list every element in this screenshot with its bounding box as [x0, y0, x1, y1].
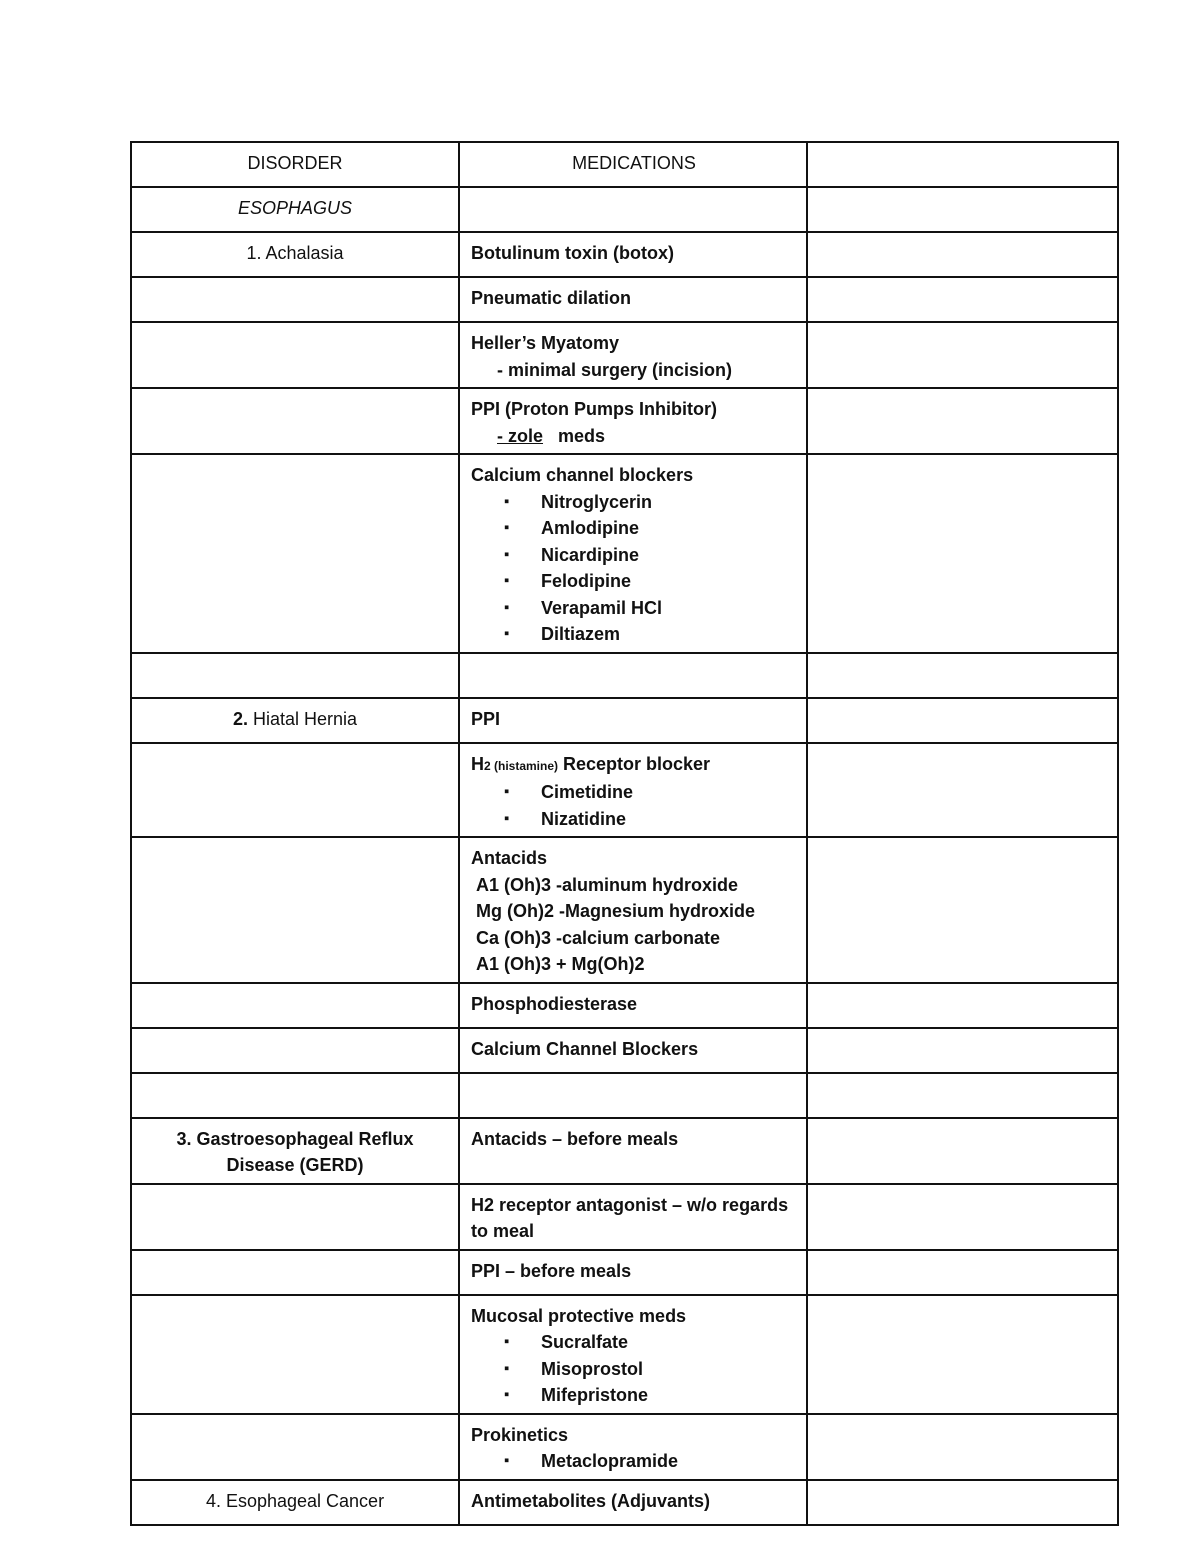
empty-cell [807, 698, 1118, 743]
ccb-list [471, 489, 797, 648]
section-row [131, 187, 1118, 232]
spacer-row [131, 653, 1118, 698]
h2-suffix: Receptor blocker [558, 753, 711, 774]
heller-title: Heller’s Myatomy [471, 333, 620, 353]
med-prokinetics [459, 1414, 807, 1480]
empty-cell [807, 653, 1118, 698]
empty-cell [807, 1295, 1118, 1414]
empty-cell [807, 1073, 1118, 1118]
empty-cell [131, 1028, 459, 1073]
spacer-row [131, 1073, 1118, 1118]
empty-cell [459, 187, 807, 232]
empty-cell [807, 837, 1118, 983]
empty-cell [131, 983, 459, 1028]
section-title: ESOPHAGUS [131, 187, 459, 232]
med-heller [459, 322, 807, 388]
med-h2-gerd: H2 receptor antagonist – w/o regards to meal [459, 1184, 807, 1250]
hiatal-label: Hiatal Hernia [247, 708, 358, 729]
table-row [131, 743, 1118, 838]
table-row [131, 277, 1118, 322]
empty-cell [807, 1184, 1118, 1250]
list-item: ▪ Nizatidine [471, 806, 797, 833]
med-ccb [459, 454, 807, 653]
table-row [131, 232, 1118, 277]
antacid-line: A1 (Oh)3 -aluminum hydroxide [476, 874, 739, 895]
empty-cell [807, 454, 1118, 653]
med-ppi-gerd: PPI – before meals [459, 1250, 807, 1295]
empty-cell [807, 1028, 1118, 1073]
empty-cell [807, 232, 1118, 277]
list-item: ▪ Cimetidine [471, 779, 797, 806]
med-phosphodiesterase: Phosphodiesterase [459, 983, 807, 1028]
empty-cell [459, 1073, 807, 1118]
empty-cell [131, 322, 459, 388]
table-row [131, 1028, 1118, 1073]
disorder-hiatal-hernia [131, 698, 459, 743]
h2-list [471, 779, 797, 832]
list-item: ▪ Misoprostol [471, 1356, 797, 1383]
list-item: ▪ Verapamil HCl [471, 595, 797, 622]
table-row [131, 1184, 1118, 1250]
table-row [131, 1250, 1118, 1295]
ppi-title: PPI (Proton Pumps Inhibitor) [471, 399, 717, 419]
empty-cell [807, 983, 1118, 1028]
table-row [131, 388, 1118, 454]
table-row [131, 322, 1118, 388]
med-ppi [459, 388, 807, 454]
header-medications: MEDICATIONS [459, 142, 807, 187]
empty-cell [807, 1250, 1118, 1295]
empty-cell [131, 454, 459, 653]
disorder-esophageal-cancer: 4. Esophageal Cancer [131, 1480, 459, 1525]
heller-sub: - minimal surgery (incision) [497, 359, 733, 380]
header-disorder: DISORDER [131, 142, 459, 187]
prokinetics-title: Prokinetics [471, 1424, 569, 1445]
empty-cell [807, 1414, 1118, 1480]
h2-prefix: H [471, 753, 484, 774]
empty-cell [131, 1184, 459, 1250]
prokinetics-list [471, 1448, 797, 1475]
table-row [131, 698, 1118, 743]
empty-cell [807, 1480, 1118, 1525]
table-row [131, 1414, 1118, 1480]
list-item: ▪ Mifepristone [471, 1382, 797, 1409]
empty-cell [807, 277, 1118, 322]
ccb-title: Calcium channel blockers [471, 465, 694, 485]
empty-cell [807, 388, 1118, 454]
disorder-gerd: 3. Gastroesophageal Reflux Disease (GERD) [131, 1118, 459, 1184]
empty-cell [131, 1414, 459, 1480]
med-h2-blocker [459, 743, 807, 838]
antacid-line: Ca (Oh)3 -calcium carbonate [476, 927, 721, 948]
empty-cell [131, 1250, 459, 1295]
med-antimetabolites: Antimetabolites (Adjuvants) [459, 1480, 807, 1525]
empty-cell [459, 653, 807, 698]
table-row [131, 454, 1118, 653]
header-notes [807, 142, 1118, 187]
table-row [131, 1118, 1118, 1184]
empty-cell [807, 743, 1118, 838]
h2-sub: 2 (histamine) [484, 758, 559, 773]
antacids-title: Antacids [471, 848, 548, 868]
disorder-achalasia: 1. Achalasia [131, 232, 459, 277]
table-row [131, 1295, 1118, 1414]
empty-cell [131, 837, 459, 983]
ppi-sub-meds: meds [558, 425, 606, 446]
list-item: ▪ Nitroglycerin [471, 489, 797, 516]
med-antacids-gerd: Antacids – before meals [459, 1118, 807, 1184]
empty-cell [131, 277, 459, 322]
med-mucosal [459, 1295, 807, 1414]
empty-cell [131, 388, 459, 454]
antacid-line: A1 (Oh)3 + Mg(Oh)2 [476, 954, 645, 974]
header-row [131, 142, 1118, 187]
list-item: ▪ Amlodipine [471, 515, 797, 542]
ppi-sub-zole: - zole [497, 425, 544, 446]
med-ppi-hiatal: PPI [459, 698, 807, 743]
list-item: ▪ Sucralfate [471, 1329, 797, 1356]
empty-cell [131, 743, 459, 838]
empty-cell [131, 1073, 459, 1118]
table-row [131, 983, 1118, 1028]
table-row [131, 837, 1118, 983]
table-row [131, 1480, 1118, 1525]
list-item: ▪ Nicardipine [471, 542, 797, 569]
antacid-line: Mg (Oh)2 -Magnesium hydroxide [476, 901, 756, 921]
empty-cell [807, 1118, 1118, 1184]
hiatal-number: 2. [232, 708, 248, 729]
empty-cell [807, 187, 1118, 232]
empty-cell [131, 1295, 459, 1414]
med-antacids [459, 837, 807, 983]
med-pneumatic: Pneumatic dilation [459, 277, 807, 322]
med-ccb-hiatal: Calcium Channel Blockers [459, 1028, 807, 1073]
empty-cell [131, 653, 459, 698]
med-botox: Botulinum toxin (botox) [459, 232, 807, 277]
list-item: ▪ Felodipine [471, 568, 797, 595]
list-item: ▪ Metaclopramide [471, 1448, 797, 1475]
mucosal-list [471, 1329, 797, 1409]
medications-table [130, 141, 1119, 1526]
mucosal-title: Mucosal protective meds [471, 1305, 687, 1326]
empty-cell [807, 322, 1118, 388]
list-item: ▪ Diltiazem [471, 621, 797, 648]
